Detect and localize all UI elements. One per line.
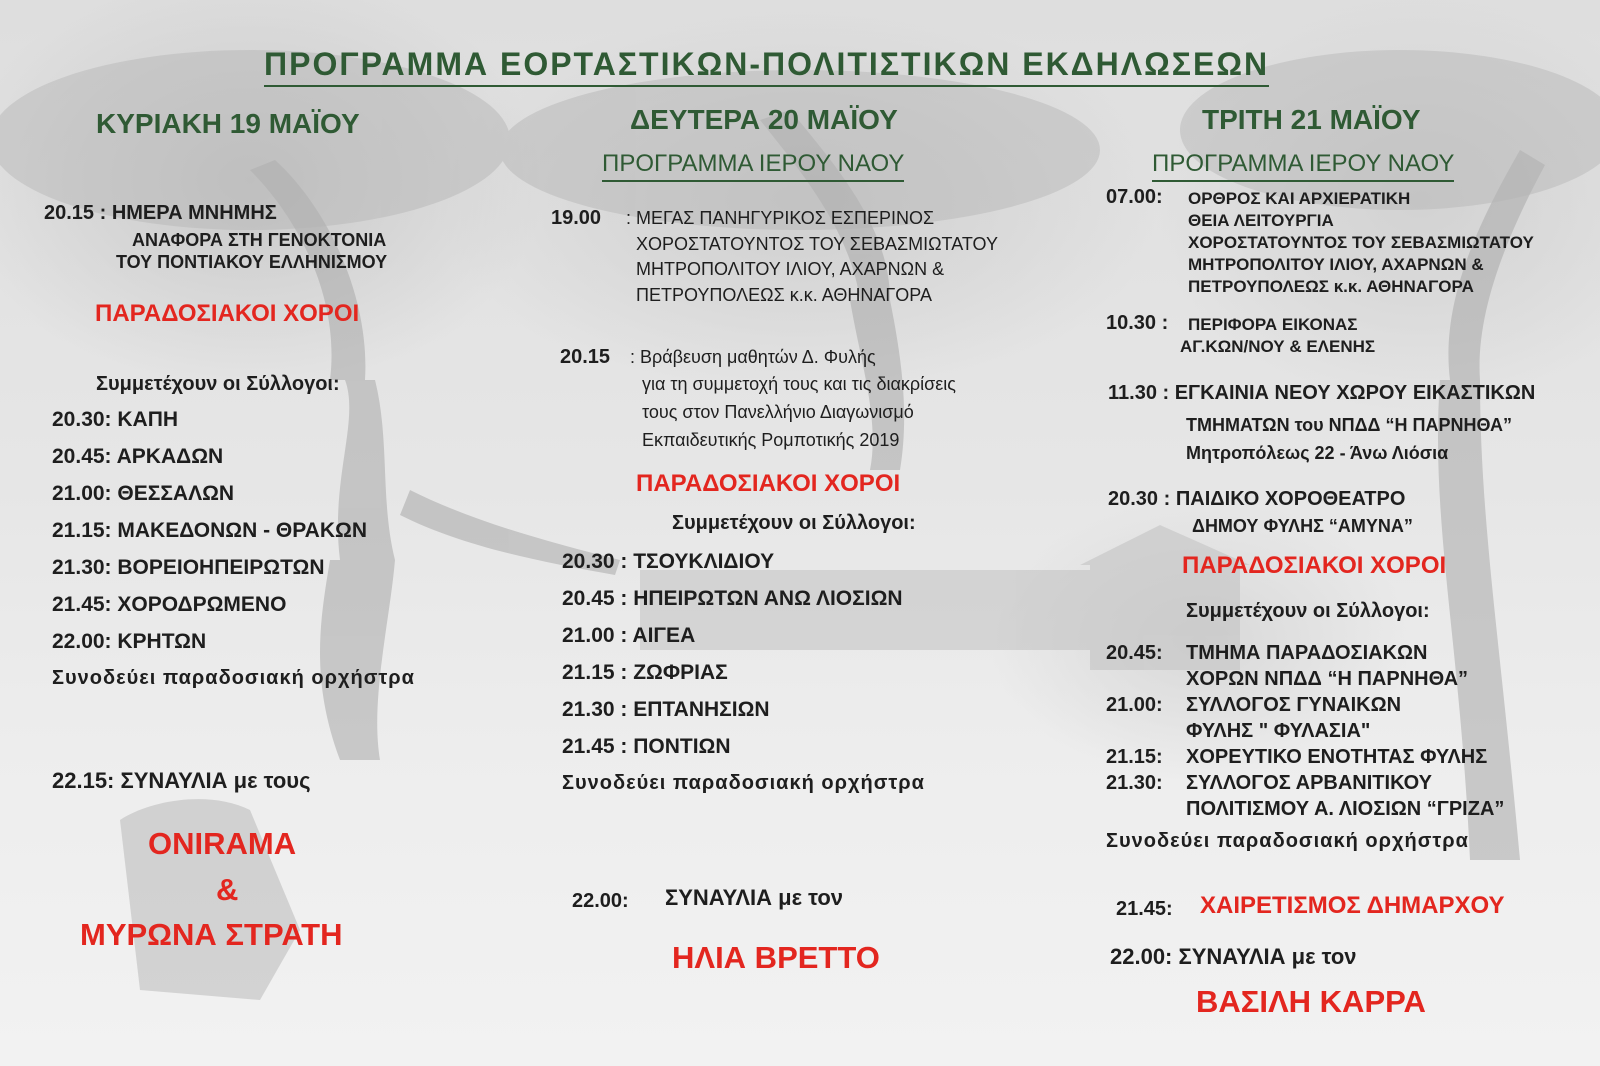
col2-event2-line1: : Βράβευση μαθητών Δ. Φυλής [630,347,876,367]
col3-church-program: ΠΡΟΓΡΑΜΜΑ ΙΕΡΟΥ ΝΑΟΥ [1152,150,1454,182]
col2-event1-line4: ΠΕΤΡΟΥΠΟΛΕΩΣ κ.κ. ΑΘΗΝΑΓΟΡΑ [636,285,932,305]
col1-participants-label: Συμμετέχουν οι Σύλλογοι: [96,373,340,395]
col3-event1-time: 07.00: [1106,186,1163,208]
col3-concert: 22.00: ΣΥΝΑΥΛΙΑ με τον [1110,944,1357,969]
col3-event1-line3: ΧΟΡΟΣΤΑΤΟΥΝΤΟΣ ΤΟΥ ΣΕΒΑΣΜΙΩΤΑΤΟΥ [1188,233,1534,252]
col1-list-item: 20.30: ΚΑΠΗ [52,408,179,431]
col2-concert: ΣΥΝΑΥΛΙΑ με τον [665,885,844,910]
col3-event1-line1: ΟΡΘΡΟΣ ΚΑΙ ΑΡΧΙΕΡΑΤΙΚΗ [1188,189,1411,208]
col1-orchestra: Συνοδεύει παραδοσιακή ορχήστρα [52,667,415,689]
col2-event1-line1: : ΜΕΓΑΣ ΠΑΝΗΓΥΡΙΚΟΣ ΕΣΠΕΡΙΝΟΣ [626,208,935,228]
poster-title: ΠΡΟΓΡΑΜΜΑ ΕΟΡΤΑΣΤΙΚΩΝ-ΠΟΛΙΤΙΣΤΙΚΩΝ ΕΚΔΗΛΩΣΕΩΝ [264,46,1269,87]
col1-event1-line1: 20.15 : ΗΜΕΡΑ ΜΝΗΜΗΣ [44,202,277,224]
col3-event2-time: 10.30 : [1106,312,1169,334]
col2-list-item: 21.45 : ΠΟΝΤΙΩΝ [562,735,731,758]
col2-event1-line3: ΜΗΤΡΟΠΟΛΙΤΟΥ ΙΛΙΟΥ, ΑΧΑΡΝΩΝ & [636,259,945,279]
col1-list-item: 20.45: ΑΡΚΑΔΩΝ [52,445,224,468]
col1-artist-ampersand: & [216,872,239,907]
col2-list-item: 21.30 : ΕΠΤΑΝΗΣΙΩΝ [562,698,770,721]
col3-event1-line2: ΘΕΙΑ ΛΕΙΤΟΥΡΓΙΑ [1188,211,1334,230]
col3-event3-line2: ΤΜΗΜΑΤΩΝ του ΝΠΔΔ “Η ΠΑΡΝΗΘΑ” [1186,415,1512,435]
col3-orchestra: Συνοδεύει παραδοσιακή ορχήστρα [1106,830,1469,852]
col3-event1-line4: ΜΗΤΡΟΠΟΛΙΤΟΥ ΙΛΙΟΥ, ΑΧΑΡΝΩΝ & [1188,255,1484,274]
col1-artist-1: ONIRAMA [148,826,297,861]
col2-list-item: 21.15 : ΖΩΦΡΙΑΣ [562,661,728,684]
col3-event4-line1: 20.30 : ΠΑΙΔΙΚΟ ΧΟΡΟΘΕΑΤΡΟ [1108,488,1406,510]
col2-list-item: 20.30 : ΤΣΟΥΚΛΙΔΙΟΥ [562,550,775,573]
col3-item4-line2: ΠΟΛΙΤΙΣΜΟΥ Α. ΛΙΟΣΙΩΝ “ΓΡΙΖΑ” [1186,798,1505,820]
col3-day-heading: ΤΡΙΤΗ 21 ΜΑΪΟΥ [1202,104,1421,135]
col2-concert-time: 22.00: [572,890,629,912]
col3-item2-line2: ΦΥΛΗΣ " ΦΥΛΑΣΙΑ" [1186,720,1371,742]
col3-event2-line2: ΑΓ.ΚΩΝ/ΝΟΥ & ΕΛΕΝΗΣ [1180,337,1376,356]
col3-item4-time: 21.30: [1106,772,1163,794]
col3-item3-line1: ΧΟΡΕΥΤΙΚΟ ΕΝΟΤΗΤΑΣ ΦΥΛΗΣ [1186,746,1488,768]
col2-artist: ΗΛΙΑ ΒΡΕΤΤΟ [672,940,880,975]
col3-item2-time: 21.00: [1106,694,1163,716]
col3-item2-line1: ΣΥΛΛΟΓΟΣ ΓΥΝΑΙΚΩΝ [1186,694,1402,716]
col3-event3-line3: Μητροπόλεως 22 - Άνω Λιόσια [1186,443,1449,463]
col3-event3-line1: 11.30 : ΕΓΚΑΙΝΙΑ ΝΕΟΥ ΧΩΡΟΥ ΕΙΚΑΣΤΙΚΩΝ [1108,382,1536,404]
col3-participants-label: Συμμετέχουν οι Σύλλογοι: [1186,600,1430,622]
col2-event1-time: 19.00 [551,207,602,229]
col1-list-item: 21.30: ΒΟΡΕΙΟΗΠΕΙΡΩΤΩΝ [52,556,325,579]
col2-event2-line3: τους στον Πανελλήνιο Διαγωνισμό [642,402,914,422]
col2-church-program: ΠΡΟΓΡΑΜΜΑ ΙΕΡΟΥ ΝΑΟΥ [602,150,904,182]
col2-list-item: 20.45 : ΗΠΕΙΡΩΤΩΝ ΑΝΩ ΛΙΟΣΙΩΝ [562,587,903,610]
col1-list-item: 21.00: ΘΕΣΣΑΛΩΝ [52,482,235,505]
col2-event1-line2: ΧΟΡΟΣΤΑΤΟΥΝΤΟΣ ΤΟΥ ΣΕΒΑΣΜΙΩΤΑΤΟΥ [636,234,998,254]
col3-artist: ΒΑΣΙΛΗ ΚΑΡΡΑ [1196,984,1426,1019]
col1-list-item: 21.15: ΜΑΚΕΔΟΝΩΝ - ΘΡΑΚΩΝ [52,519,368,542]
col3-item3-time: 21.15: [1106,746,1163,768]
col3-item1-time: 20.45: [1106,642,1163,664]
col1-day-heading: ΚΥΡΙΑΚΗ 19 ΜΑΪΟΥ [96,108,360,139]
col3-dances-heading: ΠΑΡΑΔΟΣΙΑΚΟΙ ΧΟΡΟΙ [1182,552,1447,579]
col1-dances-heading: ΠΑΡΑΔΟΣΙΑΚΟΙ ΧΟΡΟΙ [95,300,360,327]
col3-event1-line5: ΠΕΤΡΟΥΠΟΛΕΩΣ κ.κ. ΑΘΗΝΑΓΟΡΑ [1188,277,1474,296]
col2-event2-line4: Εκπαιδευτικής Ρομποτικής 2019 [642,430,900,450]
col1-list-item: 22.00: ΚΡΗΤΩΝ [52,630,207,653]
col2-event2-line2: για τη συμμετοχή τους και τις διακρίσεις [642,374,956,394]
col3-event2-line1: ΠΕΡΙΦΟΡΑ ΕΙΚΟΝΑΣ [1188,315,1358,334]
col3-item4-line1: ΣΥΛΛΟΓΟΣ ΑΡΒΑΝΙΤΙΚΟΥ [1186,772,1432,794]
col2-orchestra: Συνοδεύει παραδοσιακή ορχήστρα [562,772,925,794]
col2-event2-time: 20.15 [560,346,611,368]
col1-event1-line3: ΤΟΥ ΠΟΝΤΙΑΚΟΥ ΕΛΛΗΝΙΣΜΟΥ [116,252,388,272]
col3-event4-line2: ΔΗΜΟΥ ΦΥΛΗΣ “ΑΜΥΝΑ” [1192,516,1413,536]
col1-artist-2: ΜΥΡΩΝΑ ΣΤΡΑΤΗ [80,917,343,952]
col3-item1-line2: ΧΟΡΩΝ ΝΠΔΔ “Η ΠΑΡΝΗΘΑ” [1186,668,1469,690]
col3-greeting-time: 21.45: [1116,898,1173,920]
col1-concert: 22.15: ΣΥΝΑΥΛΙΑ με τους [52,768,311,793]
col2-list-item: 21.00 : ΑΙΓΕΑ [562,624,696,647]
col2-dances-heading: ΠΑΡΑΔΟΣΙΑΚΟΙ ΧΟΡΟΙ [636,470,901,497]
col1-list-item: 21.45: ΧΟΡΟΔΡΩΜΕΝΟ [52,593,287,616]
col2-day-heading: ΔΕΥΤΕΡΑ 20 ΜΑΪΟΥ [630,104,898,135]
col2-participants-label: Συμμετέχουν οι Σύλλογοι: [672,512,916,534]
col3-item1-line1: ΤΜΗΜΑ ΠΑΡΑΔΟΣΙΑΚΩΝ [1186,642,1428,664]
col3-mayor-greeting: ΧΑΙΡΕΤΙΣΜΟΣ ΔΗΜΑΡΧΟΥ [1200,892,1505,919]
col1-event1-line2: ΑΝΑΦΟΡΑ ΣΤΗ ΓΕΝΟΚΤΟΝΙΑ [132,230,387,250]
